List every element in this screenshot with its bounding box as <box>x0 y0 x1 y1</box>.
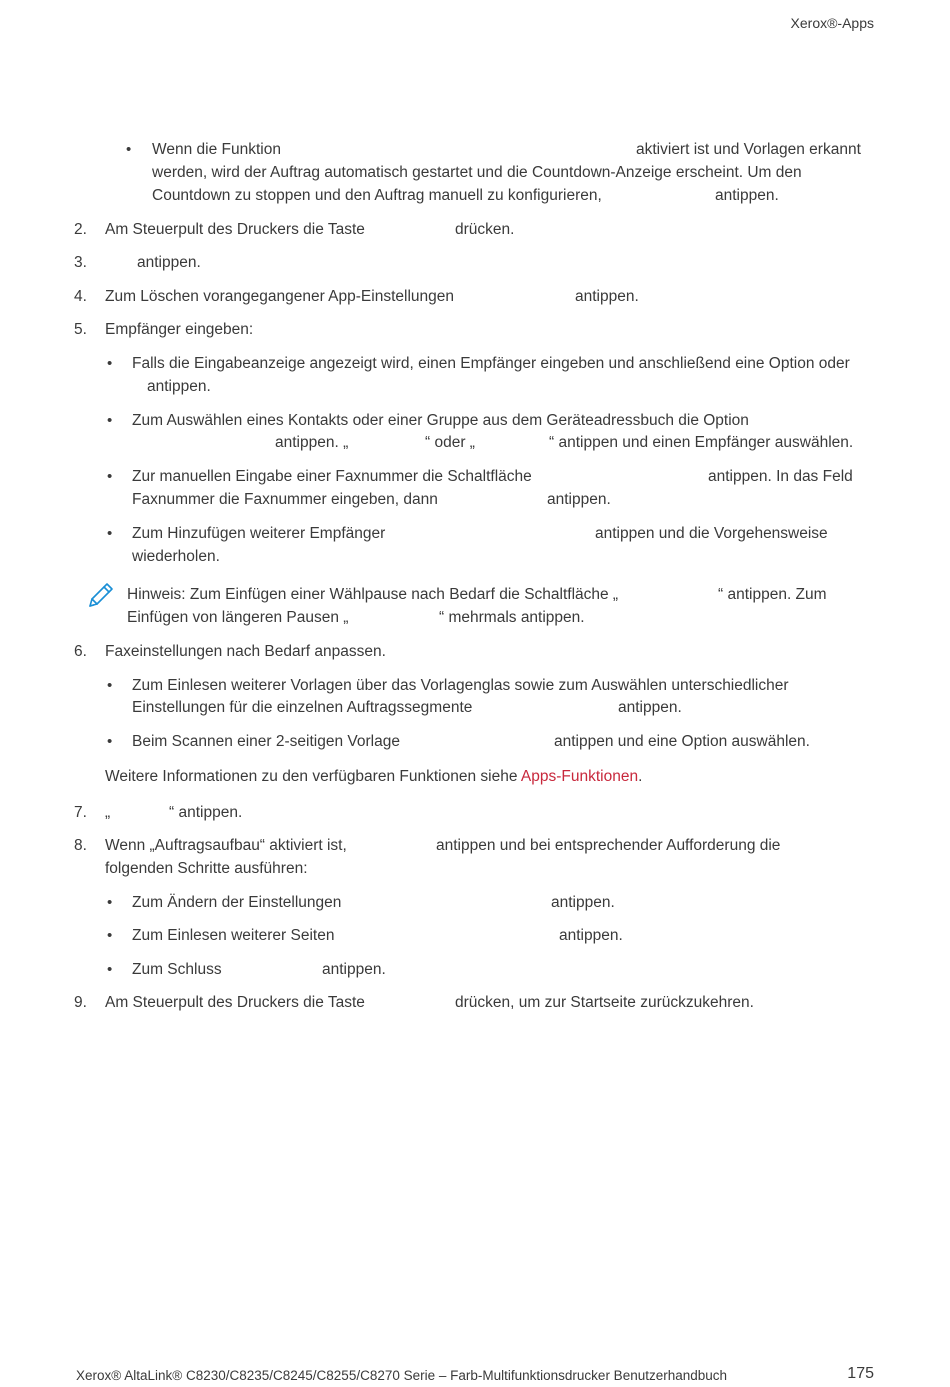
bullet-text: antippen. <box>322 961 386 978</box>
apps-funktionen-link[interactable]: Apps-Funktionen <box>520 768 639 785</box>
page-number: 175 <box>847 1365 874 1382</box>
bullet-text: “ antippen und einen Empfänger auswählen. <box>549 434 854 451</box>
bullet-glyph: • <box>107 733 113 750</box>
note-text: Hinweis: Zum Einfügen einer Wählpause nach Bedarf die Schaltfläche „ <box>127 586 619 603</box>
step-text: antippen. <box>575 288 639 305</box>
intro-text: Countdown zu stoppen und den Auftrag manuell zu konfigurieren, <box>152 187 602 204</box>
pencil-icon <box>86 580 116 610</box>
running-header: Xerox®-Apps <box>790 15 874 31</box>
bullet-glyph: • <box>107 894 113 911</box>
bullet-text: Zum Einlesen weiterer Seiten <box>132 927 335 944</box>
step-number: 5. <box>74 321 87 338</box>
step-number: 8. <box>74 837 87 854</box>
step-text: Wenn „Auftragsaufbau“ aktiviert ist, <box>105 837 347 854</box>
step-text: “ antippen. <box>169 804 243 821</box>
bullet-text: antippen. <box>559 927 623 944</box>
intro-text: werden, wird der Auftrag automatisch gestartet und die Countdown-Anzeige erscheint. Um den <box>152 164 802 181</box>
step-text: Am Steuerpult des Druckers die Taste <box>105 994 365 1011</box>
bullet-text: Beim Scannen einer 2-seitigen Vorlage <box>132 733 400 750</box>
step-text: Faxeinstellungen nach Bedarf anpassen. <box>105 643 386 660</box>
bullet-glyph: • <box>107 468 113 485</box>
step-text: Zum Löschen vorangegangener App-Einstellungen <box>105 288 454 305</box>
intro-text: antippen. <box>715 187 779 204</box>
bullet-text: wiederholen. <box>132 548 220 565</box>
bullet-text: antippen. In das Feld <box>708 468 853 485</box>
bullet-text: antippen. <box>551 894 615 911</box>
step-number: 6. <box>74 643 87 660</box>
bullet-glyph: • <box>107 927 113 944</box>
bullet-text: Zum Schluss <box>132 961 222 978</box>
bullet-text: Zum Einlesen weiterer Vorlagen über das Vorlagenglas sowie zum Auswählen unterschiedlicher <box>132 677 789 694</box>
bullet-glyph: • <box>107 412 113 429</box>
info-paragraph <box>105 765 642 788</box>
step-text: drücken, um zur Startseite zurückzukehren. <box>455 994 754 1011</box>
bullet-text: antippen. <box>547 491 611 508</box>
note-text: “ antippen. Zum <box>718 586 827 603</box>
bullet-text: Zum Ändern der Einstellungen <box>132 894 342 911</box>
bullet-text: antippen. <box>147 378 211 395</box>
step-text: „ <box>105 804 111 821</box>
step-number: 3. <box>74 254 87 271</box>
bullet-glyph: • <box>126 141 132 158</box>
step-text: antippen und bei entsprechender Aufforderung die <box>436 837 781 854</box>
intro-text: Wenn die Funktion <box>152 141 281 158</box>
bullet-text: Zur manuellen Eingabe einer Faxnummer die Schaltfläche <box>132 468 532 485</box>
bullet-glyph: • <box>107 355 113 372</box>
footer-title: Xerox® AltaLink® C8230/C8235/C8245/C8255/C8270 Serie – Farb-Multifunktionsdrucker Benutzerhandbuch <box>76 1368 728 1383</box>
bullet-text: Zum Auswählen eines Kontakts oder einer Gruppe aus dem Geräteadressbuch die Option <box>132 412 749 429</box>
bullet-text: antippen und eine Option auswählen. <box>554 733 810 750</box>
bullet-text: antippen. <box>618 699 682 716</box>
bullet-text: antippen. „ <box>275 434 349 451</box>
bullet-glyph: • <box>107 961 113 978</box>
note-text: Einfügen von längeren Pausen „ <box>127 609 349 626</box>
step-number: 4. <box>74 288 87 305</box>
bullet-text: “ oder „ <box>425 434 475 451</box>
bullet-text: Falls die Eingabeanzeige angezeigt wird, einen Empfänger eingeben und anschließend eine Option oder <box>132 355 850 372</box>
note-text: “ mehrmals antippen. <box>439 609 585 626</box>
step-text: Am Steuerpult des Druckers die Taste <box>105 221 365 238</box>
bullet-glyph: • <box>107 677 113 694</box>
step-text: drücken. <box>455 221 515 238</box>
intro-text: aktiviert ist und Vorlagen erkannt <box>636 141 861 158</box>
bullet-text: Einstellungen für die einzelnen Auftragssegmente <box>132 699 473 716</box>
info-text-end: . <box>638 768 643 785</box>
step-text: Empfänger eingeben: <box>105 321 254 338</box>
step-text: antippen. <box>137 254 201 271</box>
bullet-text: antippen und die Vorgehensweise <box>595 525 828 542</box>
bullet-text: Faxnummer die Faxnummer eingeben, dann <box>132 491 438 508</box>
bullet-text: Zum Hinzufügen weiterer Empfänger <box>132 525 386 542</box>
step-number: 7. <box>74 804 87 821</box>
step-text: folgenden Schritte ausführen: <box>105 860 308 877</box>
info-text: Weitere Informationen zu den verfügbaren Funktionen siehe <box>105 768 518 785</box>
step-number: 2. <box>74 221 87 238</box>
step-number: 9. <box>74 994 87 1011</box>
bullet-glyph: • <box>107 525 113 542</box>
